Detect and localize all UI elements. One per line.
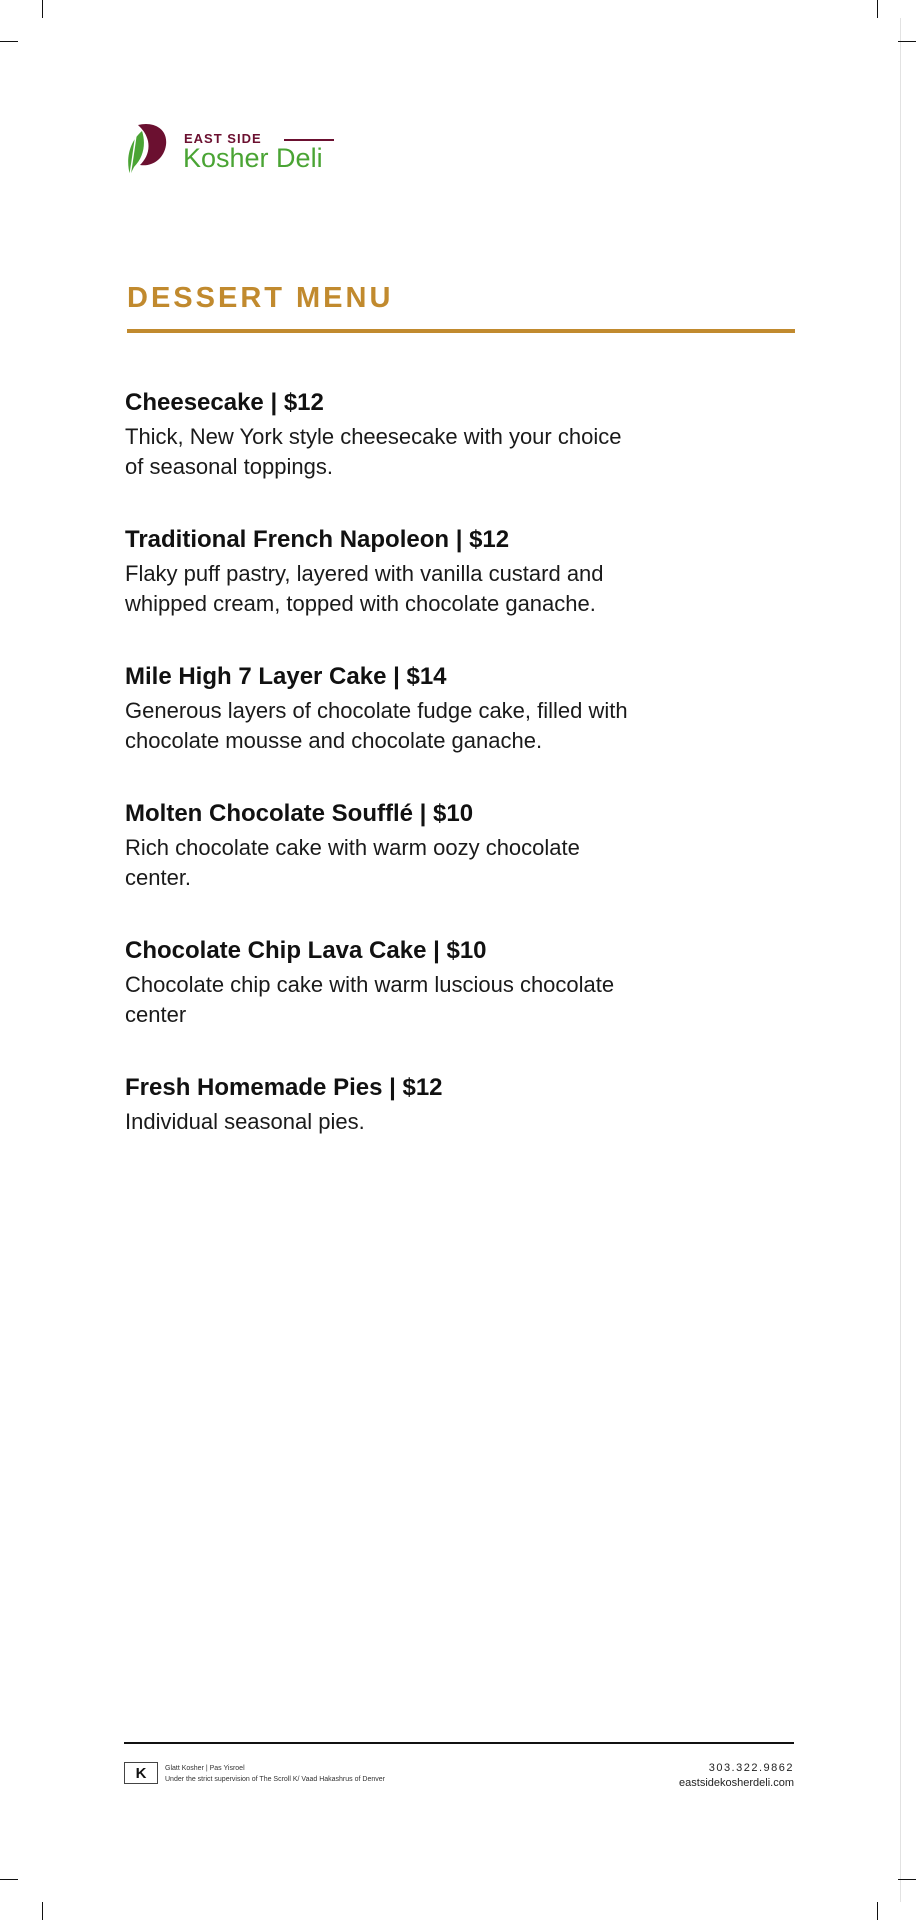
item-name: Mile High 7 Layer Cake | $14 xyxy=(125,663,447,690)
item-description: Chocolate chip cake with warm luscious chocolate center xyxy=(125,972,615,1027)
crop-mark xyxy=(898,41,916,42)
footer-rule xyxy=(124,1742,794,1744)
contact-info xyxy=(679,1761,794,1791)
item-name: Molten Chocolate Soufflé | $10 xyxy=(125,800,474,827)
item-description: Generous layers of chocolate fudge cake, filled with chocolate mousse and chocolate ganache. xyxy=(125,698,628,753)
crop-mark xyxy=(877,1902,878,1920)
item-name: Fresh Homemade Pies | $12 xyxy=(125,1074,443,1101)
kosher-certification-logo: K xyxy=(124,1762,158,1784)
menu-items xyxy=(125,386,645,1178)
logo-kosher-deli: Kosher Deli xyxy=(183,143,323,173)
crop-mark xyxy=(42,1902,43,1920)
crop-mark xyxy=(0,1879,18,1880)
menu-item xyxy=(125,523,645,619)
logo-east-side: EAST SIDE xyxy=(184,131,262,146)
cert-line-1: Glatt Kosher | Pas Yisroel xyxy=(165,1765,245,1772)
item-description: Thick, New York style cheesecake with your choice of seasonal toppings. xyxy=(125,424,622,479)
brand-logo xyxy=(122,121,352,177)
menu-item xyxy=(125,1071,645,1137)
crop-mark xyxy=(0,41,18,42)
leaf-logo-icon xyxy=(122,121,170,177)
kosher-certification-text xyxy=(165,1763,385,1785)
menu-item xyxy=(125,660,645,756)
item-name: Chocolate Chip Lava Cake | $10 xyxy=(125,937,487,964)
logo-rule xyxy=(284,139,334,141)
item-name: Cheesecake | $12 xyxy=(125,389,324,416)
menu-title: DESSERT MENU xyxy=(127,282,394,314)
item-description: Rich chocolate cake with warm oozy chocolate center. xyxy=(125,835,580,890)
phone-number: 303.322.9862 xyxy=(708,1762,794,1774)
crop-mark xyxy=(42,0,43,18)
item-description: Individual seasonal pies. xyxy=(125,1109,365,1134)
cert-line-2: Under the strict supervision of The Scroll K/ Vaad Hakashrus of Denver xyxy=(165,1776,385,1783)
crop-mark xyxy=(877,0,878,18)
crop-mark xyxy=(898,1879,916,1880)
menu-item xyxy=(125,386,645,482)
menu-item xyxy=(125,934,645,1030)
menu-item xyxy=(125,797,645,893)
website: eastsidekosherdeli.com xyxy=(679,1777,794,1789)
item-name: Traditional French Napoleon | $12 xyxy=(125,526,510,553)
title-rule xyxy=(127,329,795,333)
item-description: Flaky puff pastry, layered with vanilla custard and whipped cream, topped with chocolate ganache. xyxy=(125,561,604,616)
